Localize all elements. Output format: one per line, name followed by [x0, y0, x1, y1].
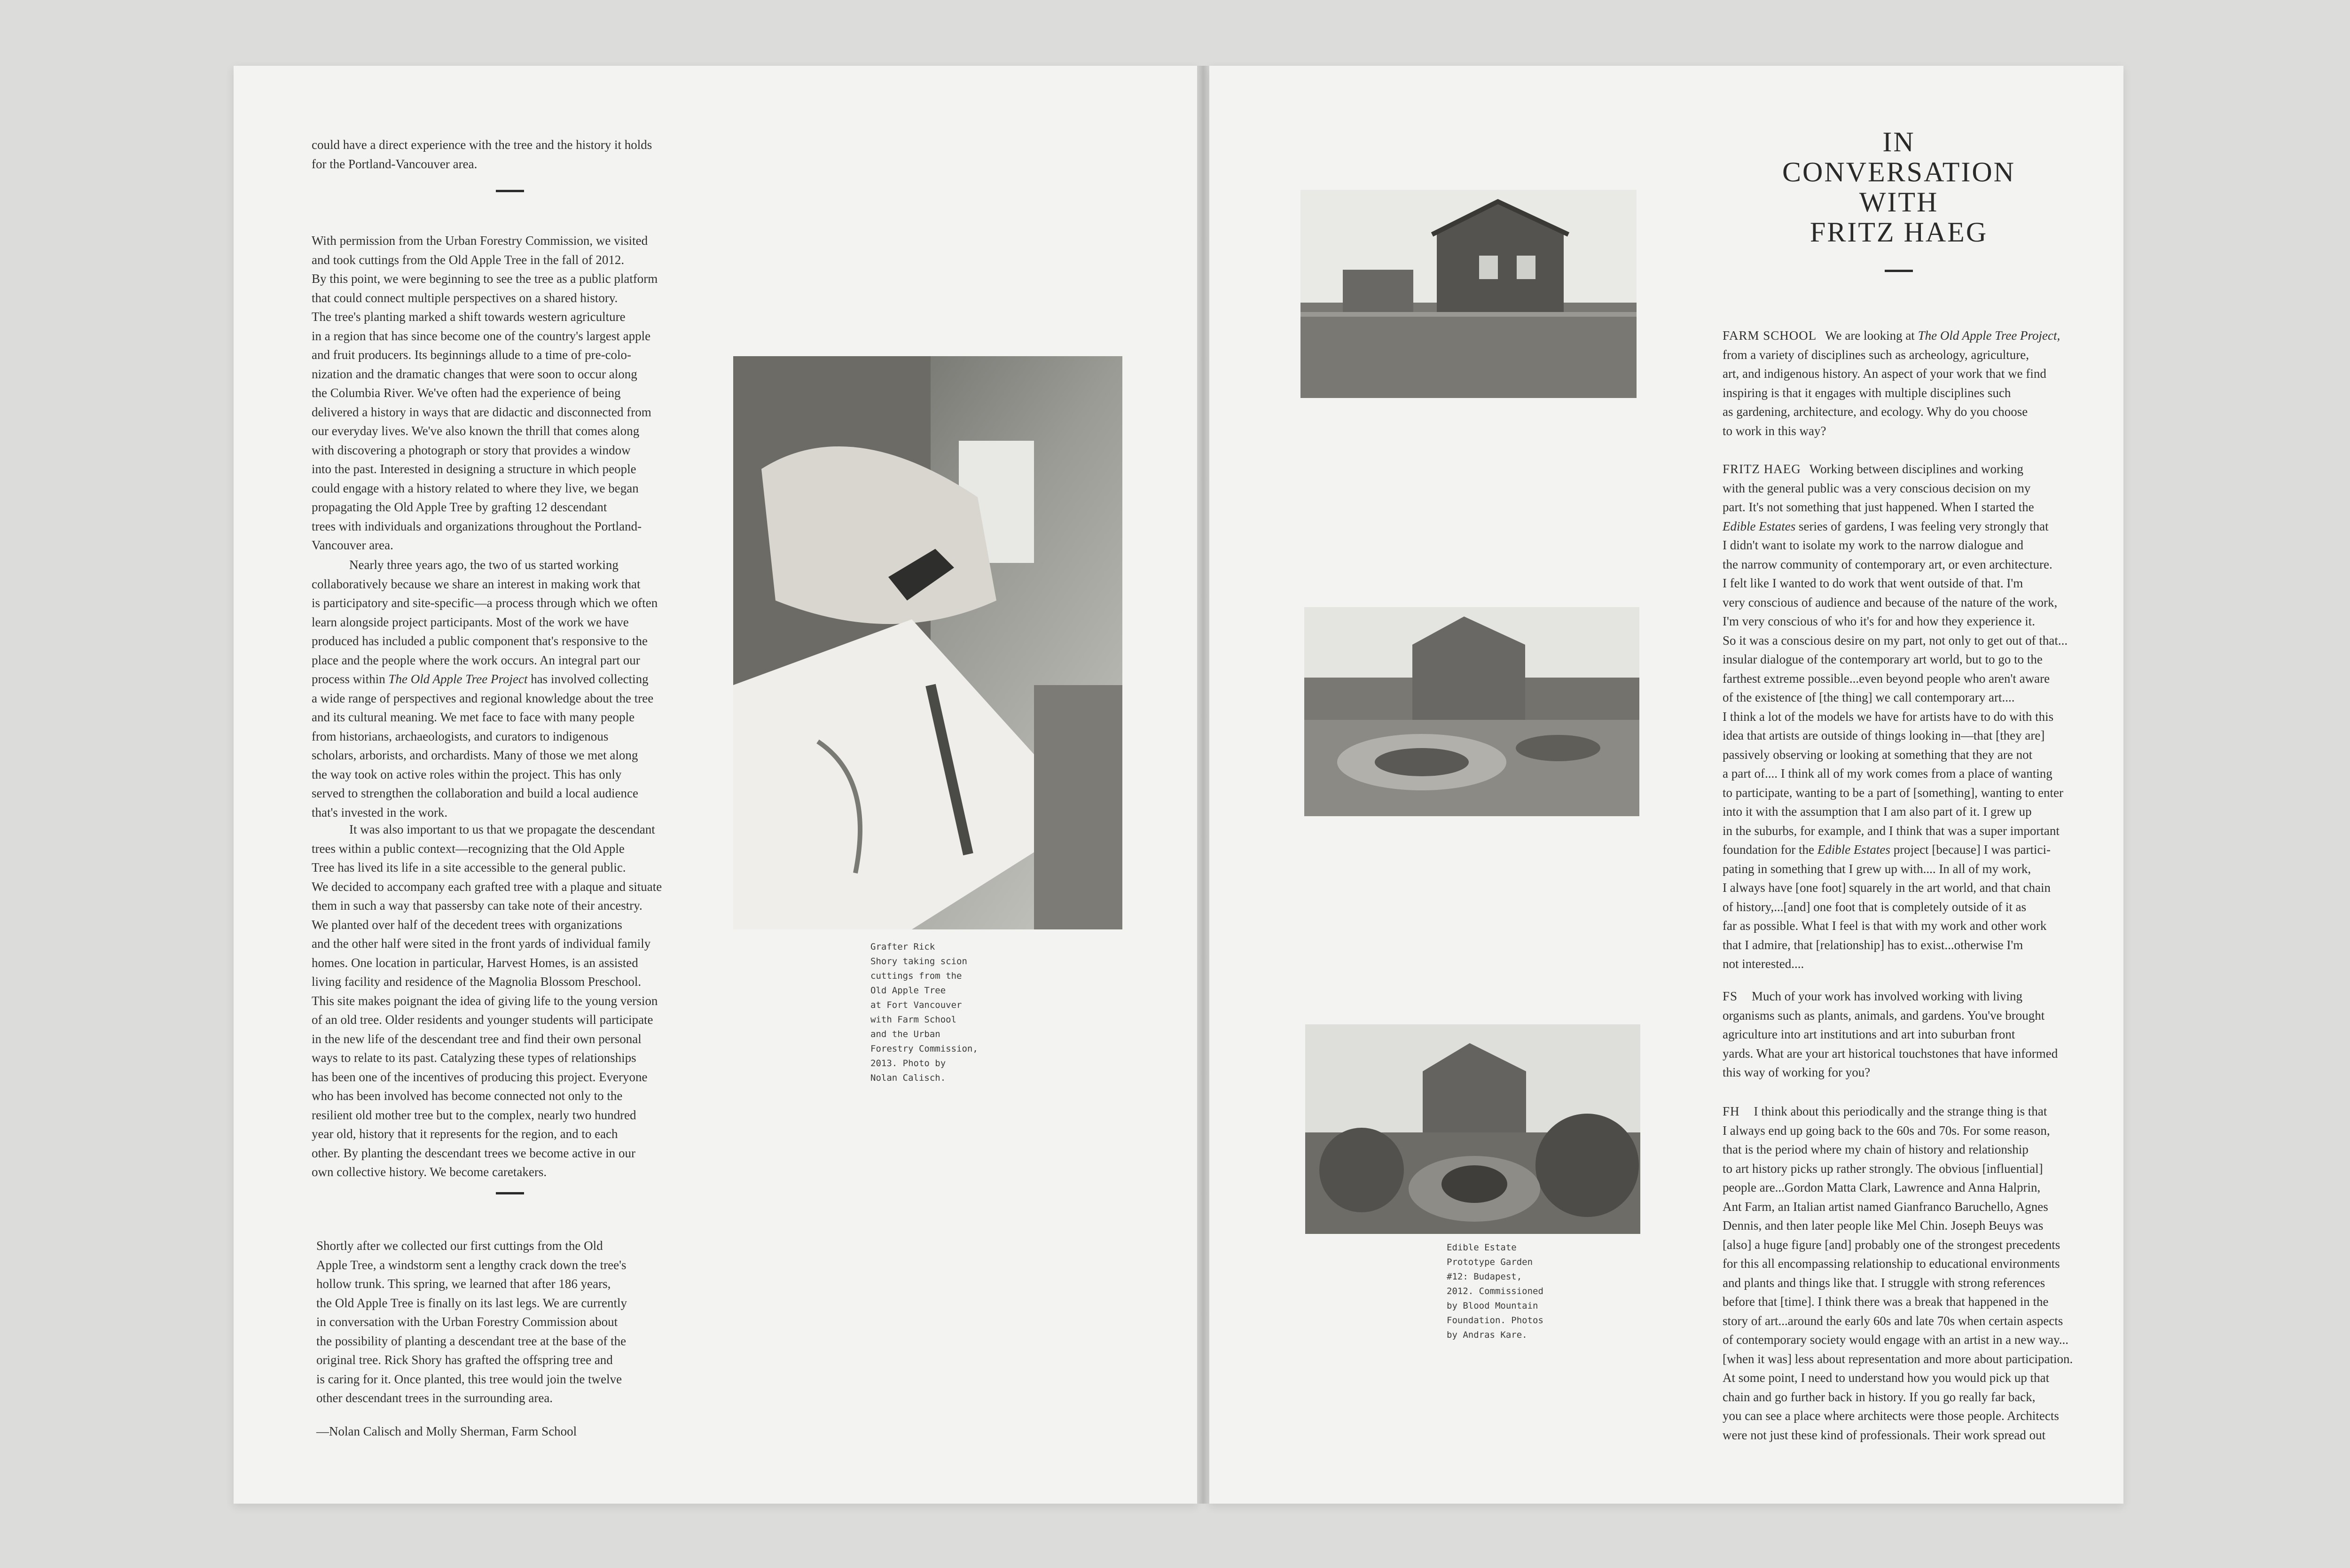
signature: —Nolan Calisch and Molly Sherman, Farm School — [316, 1424, 577, 1438]
question-1-text-a: We are looking at — [1825, 328, 1918, 343]
house-photo-3-image — [1305, 1024, 1640, 1234]
house-photo-2 — [1304, 607, 1639, 816]
spread-gutter — [1197, 66, 1209, 1504]
answer-1-text-b: series of gardens, I was feeling very strongly that I didn't want to isolate my work to the narrow dialogue and the narrow community of contemporary art, or even architecture. I felt like I wanted to do work that went outside of that. I'm very conscious of audience and because of the nature of the work, I'm very conscious of who it's for and how they experience it. So it was a conscious desire on my part, not only to get out of that... insular dialogue of the contemporary art world, but to go to the farthest extreme possible...even beyond people who aren't aware of the existence of [the thing] we call contemporary art.... I think a lot of the models we have for artists have to do with this idea that artists are outside of things looking in—that [they are] passively observing or looking at something that they are not a part of.... I think all of my work comes from a place of wanting to participate, wanting to be a part of [something], wanting to enter into it with the assumption that I am also part of it. I grew up in the suburbs, for example, and I think that was a super important foundation for the — [1723, 519, 2068, 857]
paragraph-4: Shortly after we collected our first cuttings from the Old Apple Tree, a windstorm sent a lengthy crack down the tree's hollow trunk. This spring, we learned that after 186 years, the Old Apple Tree is finally on its last legs. We are currently in conversation with the Urban Forestry Commission about the possibility of planting a descendant tree at the base of the original tree. Rick Shory has grafted the offspring tree and is caring for it. Once planted, this tree would join the twelve other descendant trees in the surrounding area. — [316, 1239, 627, 1405]
top-fragment: could have a direct experience with the tree and the history it holds for the Portland-Vancouver area. — [312, 138, 652, 171]
speaker-fs: FS — [1723, 989, 1738, 1003]
edible-estates-italic: Edible Estates — [1817, 843, 1890, 857]
answer-1 — [1723, 460, 2131, 974]
paragraph-2-text-a: Nearly three years ago, the two of us started working collaboratively because we share an interest in making work that is participatory and site-specific—a process through which we often learn alongside project participants. Most of the work we have produced has included a public component that's responsive to the place and the people where the work occurs. An integral part our process within — [312, 558, 658, 686]
paragraph-2-text-b: has involved collecting a wide range of perspectives and regional knowledge about the tree and its cultural meaning. We met face to face with many people from historians, archaeologists, and curators to indigenous scholars, arborists, and orchardists. Many of those we met along the way took on active roles within the project. This has only served to strengthen the collaboration and build a local audience that's invested in the work. — [312, 672, 654, 819]
garden-photos-caption: Edible Estate Prototype Garden #12: Budapest, 2012. Commissioned by Blood Mountain Foundation. Photos by Andras Kare. — [1447, 1242, 1543, 1340]
question-1 — [1723, 326, 2131, 440]
speaker-farm-school: FARM SCHOOL — [1723, 328, 1817, 343]
question-2-text: Much of your work has involved working with living organisms such as plants, animals, and gardens. You've brought agriculture into art institutions and art into suburban front yards. What are your art historical touchstones that have informed this way of working for you? — [1723, 989, 2058, 1079]
grafting-photo-caption: Grafter Rick Shory taking scion cuttings from the Old Apple Tree at Fort Vancouver with Farm School and the Urban Forestry Commission, 2013. Photo by Nolan Calisch. — [870, 942, 978, 1083]
paragraph-3 — [312, 820, 716, 1182]
paragraph-2 — [312, 555, 716, 822]
interview-title: IN CONVERSATION WITH FRITZ HAEG — [1782, 126, 2016, 248]
house-photo-3 — [1305, 1024, 1640, 1234]
project-title-italic: The Old Apple Tree Project, — [1918, 328, 2060, 343]
answer-1-text-c: project [because] I was partici- pating in something that I grew up with.... In all of my work, I always have [one foot] squarely in the art world, and that chain of history,...[and] one foot that is completely outside of it as far as possible. What I feel is that with my work and other work that I admire, that [relationship] has to exist...otherwise I'm not interested.... — [1723, 843, 2051, 971]
question-2 — [1723, 987, 2131, 1082]
speaker-fritz-haeg: FRITZ HAEG — [1723, 462, 1801, 476]
grafting-photo-image — [733, 356, 1122, 929]
speaker-fh: FH — [1723, 1104, 1740, 1118]
house-photo-1-image — [1300, 190, 1637, 398]
answer-1-text-a: Working between disciplines and working with the general public was a very conscious decision on my part. It's not something that just happened. When I started the — [1723, 462, 2034, 514]
edible-estates-italic: Edible Estates — [1723, 519, 1796, 533]
answer-2-text: I think about this periodically and the strange thing is that I always end up going back to the 60s and 70s. For some reason, that is the period where my chain of history and relationship to art history picks up rather strongly. The obvious [influential] people are...Gordon Matta Clark, Lawrence and Anna Halprin, Ant Farm, an Italian artist named Gianfranco Baruchello, Agnes Dennis, and then later people like Mel Chin. Joseph Beuys was [also] a huge figure [and] probably one of the strongest precedents for this all encompassing relationship to educational environments and plants and things like that. I struggle with strong references before that [time]. I think there was a break that happened in the story of art...around the early 60s and late 70s when certain aspects of contemporary society would engage with an artist in a new way... [when it was] less about representation and more about participation. At some point, I need to understand how you would pick up that chain and go further back in history. If you go really far back, you can see a place where architects were those people. Architects were not just these kind of professionals. Their work spread out — [1723, 1104, 2073, 1442]
grafting-photo — [733, 356, 1122, 929]
answer-2 — [1723, 1102, 2131, 1444]
project-title-italic: The Old Apple Tree Project — [388, 672, 528, 686]
house-photo-2-image — [1304, 607, 1639, 816]
paragraph-1: With permission from the Urban Forestry Commission, we visited and took cuttings from the Old Apple Tree in the fall of 2012. By this point, we were beginning to see the tree as a public platform that could connect multiple perspectives on a shared history. The tree's planting marked a shift towards western agriculture in a region that has since become one of the country's largest apple and fruit producers. Its beginnings allude to a time of pre-colo- nization and the dramatic changes that were soon to occur along the Columbia River. We've often had the experience of being delivered a history in ways that are didactic and disconnected from our everyday lives. We've also known the thrill that comes along with discovering a photograph or story that provides a window into the past. Interested in designing a structure in which people could engage with a history related to where they live, we began propagating the Old Apple Tree by grafting 12 descendant trees with individuals and organizations throughout the Portland- Vancouver area. — [312, 234, 658, 552]
question-1-text-b: from a variety of disciplines such as archeology, agriculture, art, and indigenous history. An aspect of your work that we find inspiring is that it engages with multiple disciplines such as gardening, architecture, and ecology. Why do you choose to work in this way? — [1723, 347, 2046, 438]
title-rule — [1885, 270, 1913, 272]
paragraph-3-text: It was also important to us that we propagate the descendant trees within a public context—recognizing that the Old Apple Tree has lived its life in a site accessible to the general public. We decided to accompany each grafted tree with a plaque and situate them in such a way that passersby can take note of their ancestry. We planted over half of the decedent trees with organizations and the other half were sited in the front yards of individual family homes. One location in particular, Harvest Homes, is an assisted living facility and residence of the Magnolia Blossom Preschool. This site makes poignant the idea of giving life to the young version of an old tree. Older residents and younger students will participate in the new life of the descendant tree and find their own personal ways to relate to its past. Catalyzing these types of relationships has been one of the incentives of producing this project. Everyone who has been involved has become connected not only to the resilient old mother tree but to the complex, nearly two hundred year old, history that it represents for the region, and to each other. By planting the descendant trees we become active in our own collective history. We become caretakers. — [312, 822, 662, 1179]
section-rule — [496, 1192, 524, 1194]
section-rule — [496, 190, 524, 192]
house-photo-1 — [1300, 190, 1637, 398]
